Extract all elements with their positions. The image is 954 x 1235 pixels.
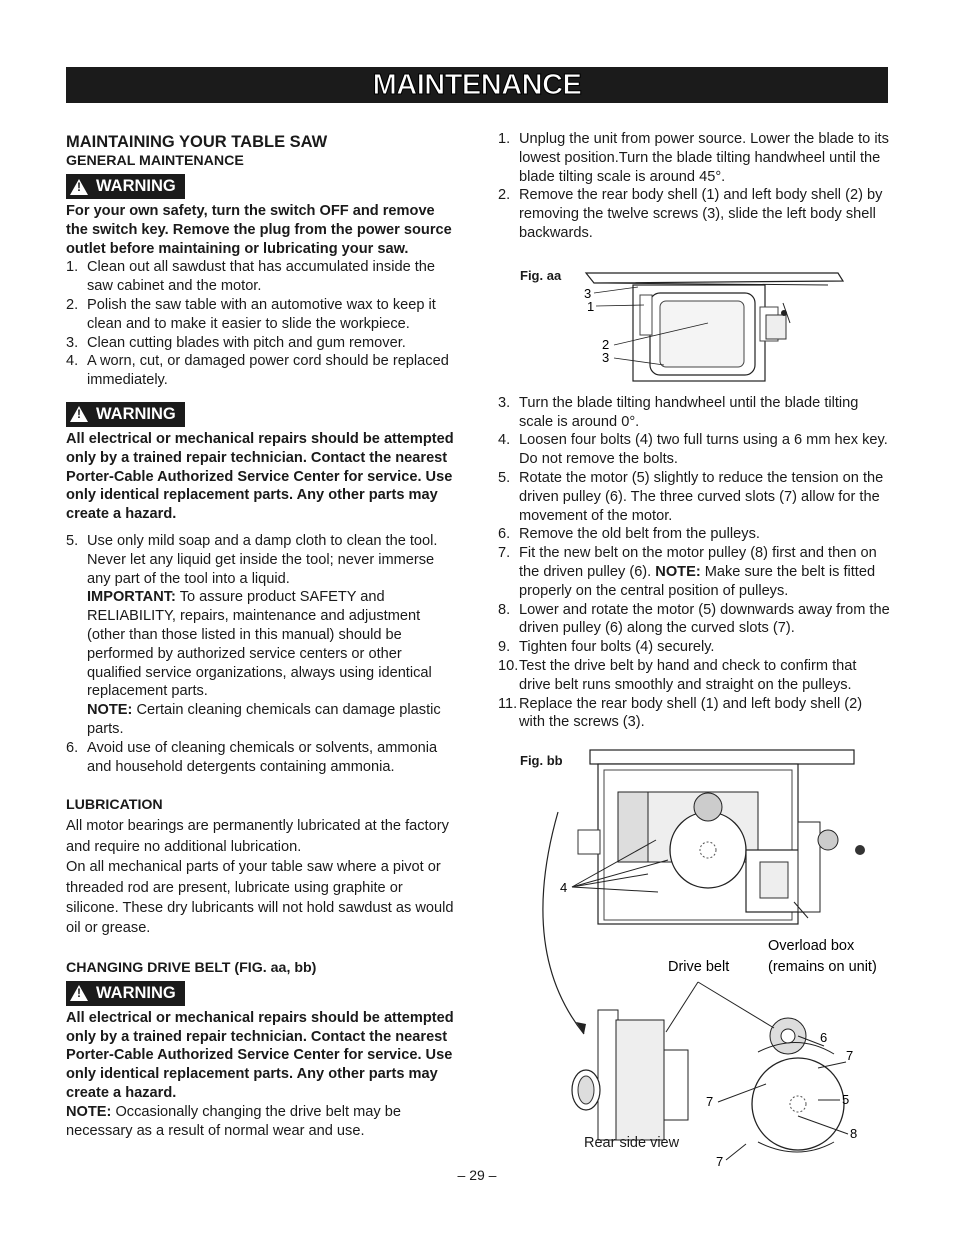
warning-badge-1 bbox=[66, 174, 185, 199]
general-maintenance-list bbox=[66, 258, 458, 390]
left-column bbox=[66, 130, 458, 1140]
warning-badge-3 bbox=[66, 981, 185, 1006]
callout-7c: 7 bbox=[716, 1154, 724, 1170]
list-item: 5. Use only mild soap and a damp cloth to clean the tool. Never let any liquid get inside the tool; never immerse any part of the tool into a liquid. IMPORTANT: To assure product SAFETY and RELIABILITY, repairs, maintenance and adjustment (other than those listed in this manual) should be performed by authorized service centers or other qualified service organizations, always using identical replacement parts. NOTE: Certain cleaning chemicals can damage plastic parts. bbox=[66, 532, 441, 737]
right-column bbox=[498, 130, 890, 1170]
fig-aa-callout-1: 1 bbox=[587, 298, 595, 314]
warning-triangle-icon bbox=[70, 406, 88, 422]
list-item: 7. Fit the new belt on the motor pulley (8) first and then on the driven pulley (6). NOTE: Make sure the belt is fitted properly on the central position of pulleys. bbox=[498, 545, 877, 599]
section-title: MAINTAINING YOUR TABLE SAW bbox=[66, 133, 328, 151]
fig-aa-drawing bbox=[498, 253, 890, 403]
fig-aa-callout-2: 2 bbox=[602, 336, 610, 352]
belt-note: NOTE: Occasionally changing the drive belt may be necessary as a result of normal wear and use. bbox=[66, 1103, 402, 1139]
fig-bb-label: Fig. bb bbox=[520, 753, 563, 769]
note-label: NOTE: bbox=[87, 702, 133, 719]
fig-bb-drawing bbox=[498, 732, 890, 1170]
list-item: 5. Rotate the motor (5) slightly to reduce the tension on the driven pulley (6). The three curved slots (7) allow for the movement of the motor. bbox=[498, 469, 884, 524]
banner-title: MAINTENANCE bbox=[372, 68, 582, 101]
warning-badge-2 bbox=[66, 402, 185, 427]
subsection-belt: CHANGING DRIVE BELT (FIG. aa, bb) bbox=[66, 959, 317, 976]
list-item: 4. A worn, cut, or damaged power cord should be replaced immediately. bbox=[66, 353, 449, 389]
callout-8: 8 bbox=[850, 1126, 858, 1142]
callout-7a: 7 bbox=[846, 1048, 854, 1064]
warning-text-1: For your own safety, turn the switch OFF and remove the switch key. Remove the plug from the power source outlet before maintaining or lubricating your saw. bbox=[66, 203, 452, 257]
list-item: 11. Replace the rear body shell (1) and left body shell (2) with the screws (3). bbox=[498, 695, 863, 731]
section-banner bbox=[66, 67, 888, 103]
warning-text-2: All electrical or mechanical repairs should be attempted only by a trained repair technician. Contact the nearest Porter-Cable Authorized Service Center for service. Use only identical replacement parts. Any other parts may create a hazard. bbox=[66, 430, 454, 523]
subsection-general: GENERAL MAINTENANCE bbox=[66, 153, 244, 169]
list-item: 9. Tighten four bolts (4) securely. bbox=[498, 639, 715, 656]
important-label: IMPORTANT: bbox=[87, 589, 176, 606]
fig-bb-callout-4: 4 bbox=[560, 880, 568, 896]
warning-text-3: All electrical or mechanical repairs should be attempted only by a trained repair technician. Contact the nearest Porter-Cable Authorized Service Center for service. Use only identical replacement parts. Any other parts may create a hazard. bbox=[66, 1009, 454, 1101]
list-item: 1. Unplug the unit from power source. Lower the blade to its lowest position.Turn the blade tilting handwheel until the blade tilting scale is around 45°. bbox=[498, 131, 889, 185]
subsection-lubrication: LUBRICATION bbox=[66, 797, 163, 814]
list-item: 6. Avoid use of cleaning chemicals or solvents, ammonia and household detergents containing ammonia. bbox=[66, 739, 438, 775]
overload-box-note: (remains on unit) bbox=[768, 959, 877, 976]
figure-bb bbox=[498, 732, 890, 1170]
list-item: 3. Clean cutting blades with pitch and gum remover. bbox=[66, 334, 406, 351]
list-item: 1. Clean out all sawdust that has accumulated inside the saw cabinet and the motor. bbox=[66, 259, 436, 295]
warning-label: WARNING bbox=[96, 983, 176, 1002]
list-item: 8. Lower and rotate the motor (5) downwards away from the driven pulley (6) along the curved slots (7). bbox=[498, 601, 890, 637]
fig-aa-callout-3b: 3 bbox=[602, 349, 610, 365]
list-item: 4. Loosen four bolts (4) two full turns using a 6 mm hex key. Do not remove the bolts. bbox=[498, 432, 888, 468]
lubrication-para-1: All motor bearings are permanently lubricated at the factory and require no additional lubrication. bbox=[66, 818, 449, 855]
rear-side-view-label: Rear side view bbox=[584, 1135, 680, 1152]
list-item: 6. Remove the old belt from the pulleys. bbox=[498, 526, 760, 543]
belt-steps-1-2 bbox=[498, 130, 890, 243]
callout-6: 6 bbox=[820, 1030, 828, 1046]
lubrication-para-2: On all mechanical parts of your table saw where a pivot or threaded rod are present, lubricate using graphite or silicone. These dry lubricants will not hold sawdust as would oil or grease. bbox=[66, 859, 454, 937]
list-item: 2. Polish the saw table with an automotive wax to keep it clean and to make it easier to slide the workpiece. bbox=[66, 296, 436, 332]
belt-steps-3-6 bbox=[498, 394, 890, 732]
drive-belt-label: Drive belt bbox=[668, 959, 730, 976]
warning-label: WARNING bbox=[96, 177, 176, 196]
page-number: – 29 – bbox=[457, 1167, 497, 1183]
overload-box-label: Overload box bbox=[768, 938, 855, 955]
fig-aa-callout-3a: 3 bbox=[584, 285, 592, 301]
list-item: 10. Test the drive belt by hand and check to confirm that drive belt runs smoothly and straight on the pulleys. bbox=[498, 657, 857, 693]
callout-7b: 7 bbox=[706, 1094, 714, 1110]
list-item: 2. Remove the rear body shell (1) and left body shell (2) by removing the twelve screws (3), slide the left body shell backwards. bbox=[498, 187, 883, 241]
fig-aa-label: Fig. aa bbox=[520, 267, 562, 283]
figure-aa bbox=[498, 243, 890, 403]
list-item: 3. Turn the blade tilting handwheel until the blade tilting scale is around 0°. bbox=[498, 394, 859, 430]
cleaning-list bbox=[66, 532, 458, 776]
warning-triangle-icon bbox=[70, 985, 88, 1001]
warning-triangle-icon bbox=[70, 179, 88, 195]
warning-label: WARNING bbox=[96, 405, 176, 424]
callout-5: 5 bbox=[842, 1092, 850, 1108]
